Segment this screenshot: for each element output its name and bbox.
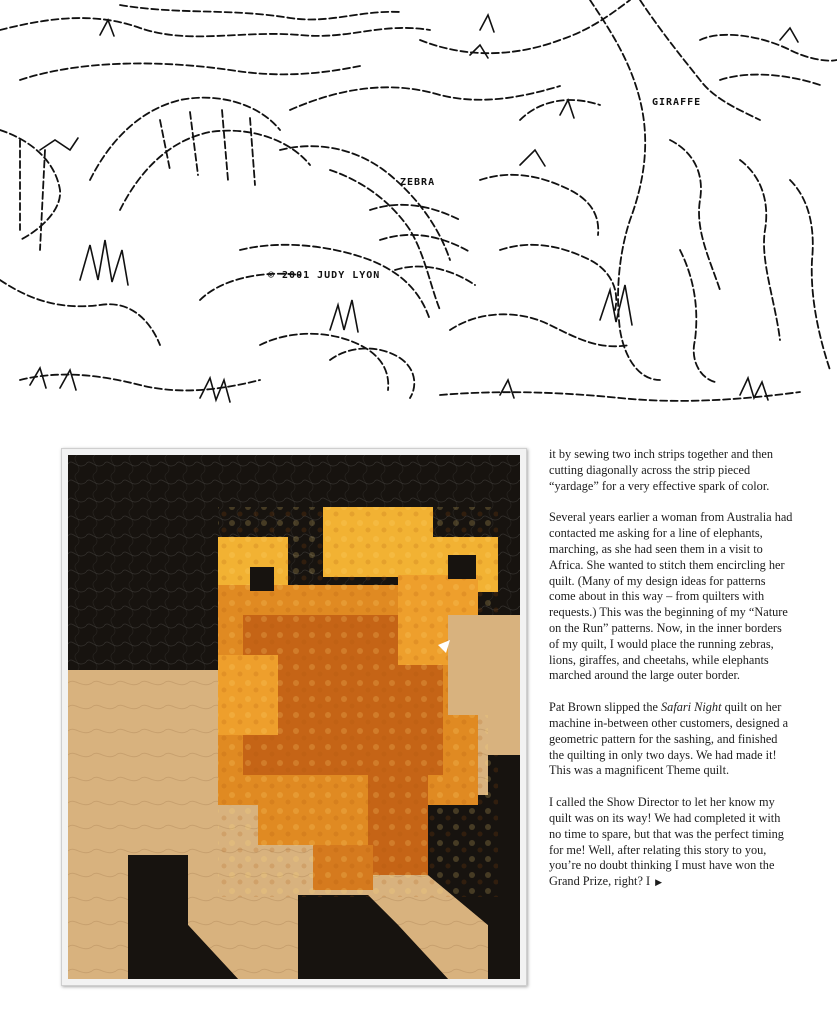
paragraph-3-start: Pat Brown slipped the <box>549 700 662 715</box>
paragraph-3 <box>549 700 794 779</box>
copyright-label: © 2001 JUDY LYON <box>268 270 381 281</box>
paragraph-1: it by sewing two inch strips together and then cutting diagonally across the strip pieced “yardage” for a very effective spark of color. <box>549 447 774 493</box>
paragraph-4-text: I called the Show Director to let her know my quilt was on its way! We had completed it with no time to spare, but that was the perfect timing for me! Well, after relating this story to you, you’re no doubt thinking I must have won the Grand Prize, right? I <box>549 795 784 889</box>
lion-quilt-image <box>68 455 520 979</box>
zebra-label: ZEBRA <box>400 177 436 188</box>
giraffe-label: GIRAFFE <box>652 97 702 108</box>
quilt-title: Safari Night <box>661 700 722 715</box>
quilting-pattern-drawing <box>0 0 837 418</box>
paragraph-2: Several years earlier a woman from Australia had contacted me asking for a line of elephants, marching, as she had seen them in a visit to Africa. She wanted to stitch them encircling her quilt. (Many of my design ideas for patterns come about in this way – from quilters with requests.) This was the beginning of my “Nature on the Run” patterns. Now, in the inner borders of my quilt, I would place the running zebras, lions, giraffes, and cheetahs, while elephants marched around the large outer border. <box>549 510 793 683</box>
continue-arrow-icon: ▶ <box>655 877 663 888</box>
quilt-photo <box>61 448 527 986</box>
paragraph-4 <box>549 795 794 891</box>
article-column <box>549 447 794 907</box>
paragraph-3-end: quilt on her machine in-between other customers, designed a geometric pattern for the sashing, and finished the quilting in only two days. We had made it! This was a magnificent Theme quilt. <box>549 700 789 778</box>
pattern-line-art <box>0 0 837 418</box>
